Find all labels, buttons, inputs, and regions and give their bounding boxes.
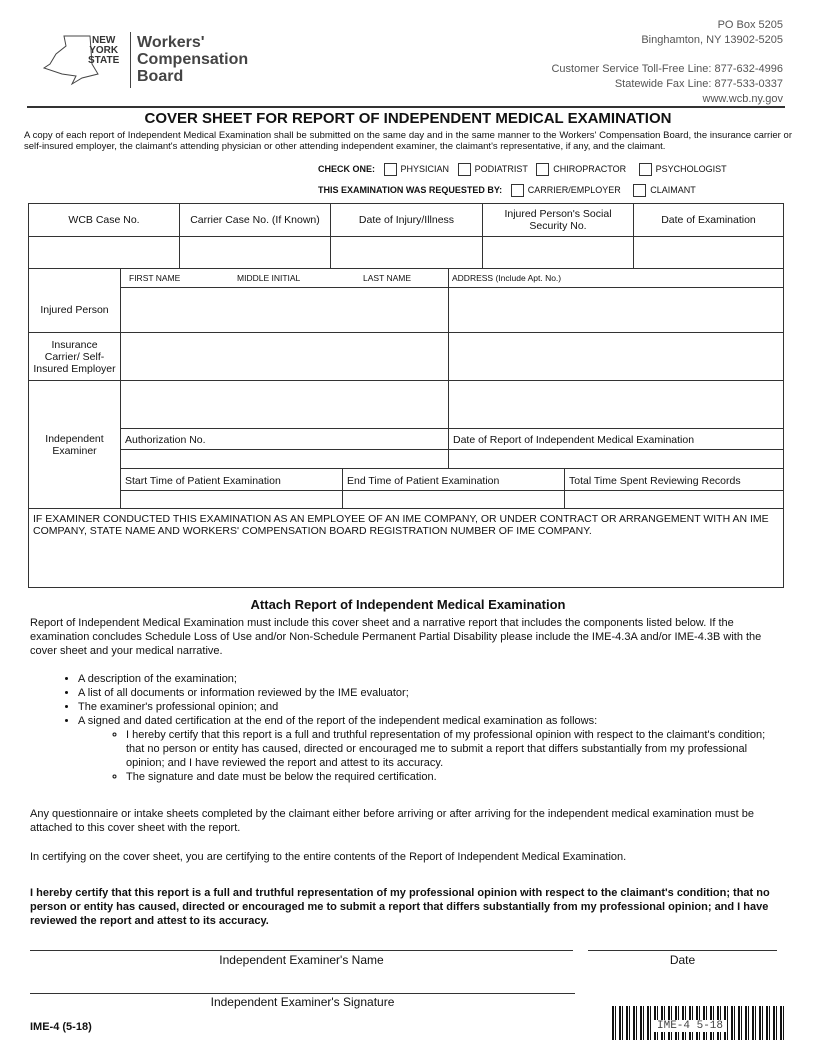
first-name-header: FIRST NAME [129,273,181,283]
carrier-address-input[interactable] [448,332,784,381]
report-date-label: Date of Report of Independent Medical Examination [448,428,784,450]
authorization-label: Authorization No. [120,428,449,450]
chiropractor-label: CHIROPRACTOR [553,163,627,174]
examiner-name-label: Independent Examiner's Name [219,953,384,967]
certification-text: I hereby certify that this report is a full and truthful representation of my professional opinion with respect to the claimant's condition; that no person or entity has caused, directed or encouraged me to submit a report that differs substantially from my professional opinion; and I have reviewed the report and attest to its accuracy. [30,887,770,927]
page-title: COVER SHEET FOR REPORT OF INDEPENDENT MEDICAL EXAMINATION [144,110,672,127]
carrier-employer-checkbox[interactable] [511,184,524,197]
authorization-input[interactable] [120,449,449,469]
date-line[interactable] [588,950,777,951]
last-name-header: LAST NAME [363,273,412,283]
podiatrist-label: PODIATRIST [474,163,528,174]
logo-org-3: Board [137,68,184,85]
requested-by-label: THIS EXAMINATION WAS REQUESTED BY: [318,184,503,195]
ime-company-field[interactable] [28,508,784,588]
signature-line[interactable] [30,993,575,994]
address-header: ADDRESS (Include Apt. No.) [448,268,784,288]
chiropractor-checkbox[interactable] [536,163,549,176]
attach-heading: Attach Report of Independent Medical Examination [250,597,566,612]
date-exam-header: Date of Examination [633,203,784,237]
date-injury-input[interactable] [330,236,483,269]
address-po: PO Box 5205 [717,19,783,31]
bullet-item: • A signed and dated certification at the end of the report of the independent medical examination as follows: ◦ I hereby certify that this report is a full and truthful representation of my professional opinion with respect to the claimant's condition; that no person or entity has caused, directed or encouraged me to submit a report that differs substantially from my professional opinion; and I have reviewed the report and attest to its accuracy. ◦ The signature and date must be below the required certification. [78,714,785,784]
independent-examiner-label: Independent Examiner [28,380,121,509]
logo-org-2: Compensation [137,51,249,68]
questionnaire-text: Any questionnaire or intake sheets completed by the claimant either before arriving or after arriving for the independent medical examination must be attached to this cover sheet with the report. [30,808,754,834]
bullet-item: • The examiner's professional opinion; and [78,700,785,714]
sub-bullet-item: ◦ I hereby certify that this report is a full and truthful representation of my professional opinion with respect to the claimant's condition; that no person or entity has caused, directed or encouraged me to submit a report that differs substantially from my professional opinion; and I have reviewed the report and attest to its accuracy. [126,728,785,770]
wcb-case-input[interactable] [28,236,180,269]
physician-checkbox[interactable] [384,163,397,176]
ssn-input[interactable] [482,236,634,269]
date-injury-header: Date of Injury/Illness [330,203,483,237]
claimant-label: CLAIMANT [650,184,696,195]
website[interactable]: www.wcb.ny.gov [702,93,783,105]
examiner-name-input[interactable] [120,380,449,429]
bullet-item: • A list of all documents or information reviewed by the IME evaluator; [78,686,785,700]
examiner-name-line[interactable] [30,950,573,951]
signature-label: Independent Examiner's Signature [210,995,395,1009]
start-time-label: Start Time of Patient Examination [120,468,343,491]
psychologist-label: PSYCHOLOGIST [655,163,727,174]
ssn-header: Injured Person's Social Security No. [482,203,634,237]
sub-bullet-item: ◦ The signature and date must be below the required certification. [126,770,785,784]
injured-address-input[interactable] [448,287,784,333]
barcode [612,1006,784,1040]
logo-state-1: NEW [91,35,116,46]
form-number: IME-4 (5-18) [30,1021,92,1033]
injured-person-label: Injured Person [28,268,121,333]
certifying-text: In certifying on the cover sheet, you are certifying to the entire contents of the Report of Independent Medical Examination. [30,851,627,863]
examiner-address-input[interactable] [448,380,784,429]
date-exam-input[interactable] [633,236,784,269]
carrier-employer-label: CARRIER/EMPLOYER [527,184,621,195]
total-time-label: Total Time Spent Reviewing Records [564,468,784,491]
claimant-checkbox[interactable] [633,184,646,197]
carrier-name-input[interactable] [120,332,449,381]
logo-org-1: Workers' [137,34,205,51]
carrier-case-input[interactable] [179,236,331,269]
requirements-list [30,672,785,784]
start-time-input[interactable] [120,490,343,509]
check-one-label: CHECK ONE: [318,163,376,174]
psychologist-checkbox[interactable] [639,163,652,176]
physician-label: PHYSICIAN [400,163,450,174]
injured-name-input[interactable] [120,287,449,333]
carrier-case-header: Carrier Case No. (If Known) [179,203,331,237]
fax: Statewide Fax Line: 877-533-0337 [614,78,783,90]
nys-logo [42,32,257,92]
intro-text: A copy of each report of Independent Medical Examination shall be submitted on the same day and in the same manner to the Workers' Compensation Board, the insurance carrier or self-insured employer, the claimant's attending physician or other attending independent examiner, the claimant's representative, if any, and the claimant. [24,130,792,152]
ime-company-label: IF EXAMINER CONDUCTED THIS EXAMINATION AS AN EMPLOYEE OF AN IME COMPANY, OR UNDER CONTRACT OR ARRANGEMENT WITH AN IME COMPANY, STATE NAME AND WORKERS' COMPENSATION BOARD REGISTRATION NUMBER OF IME COMPANY. [33,513,769,537]
bullet-item: • A description of the examination; [78,672,785,686]
insurance-carrier-label: Insurance Carrier/ Self-Insured Employer [28,332,121,381]
phone: Customer Service Toll-Free Line: 877-632-4996 [551,63,783,75]
podiatrist-checkbox[interactable] [458,163,471,176]
end-time-label: End Time of Patient Examination [342,468,565,491]
wcb-case-header: WCB Case No. [28,203,180,237]
logo-state-3: STATE [88,55,120,66]
address-city: Binghamton, NY 13902-5205 [641,34,783,46]
report-date-input[interactable] [448,449,784,469]
attach-text: Report of Independent Medical Examination must include this cover sheet and a narrative report that includes the components listed below. If the examination concludes Schedule Loss of Use and/or Non-Schedule Permanent Partial Disability please include the IME-4.3A and/or IME-4.3B with the cover sheet and your medical narrative. [30,617,762,657]
middle-initial-header: MIDDLE INITIAL [237,273,301,283]
total-time-input[interactable] [564,490,784,509]
date-label: Date [669,953,696,967]
end-time-input[interactable] [342,490,565,509]
barcode-text: IME-4 5-18 [654,1020,726,1032]
logo-state-2: YORK [89,45,119,56]
